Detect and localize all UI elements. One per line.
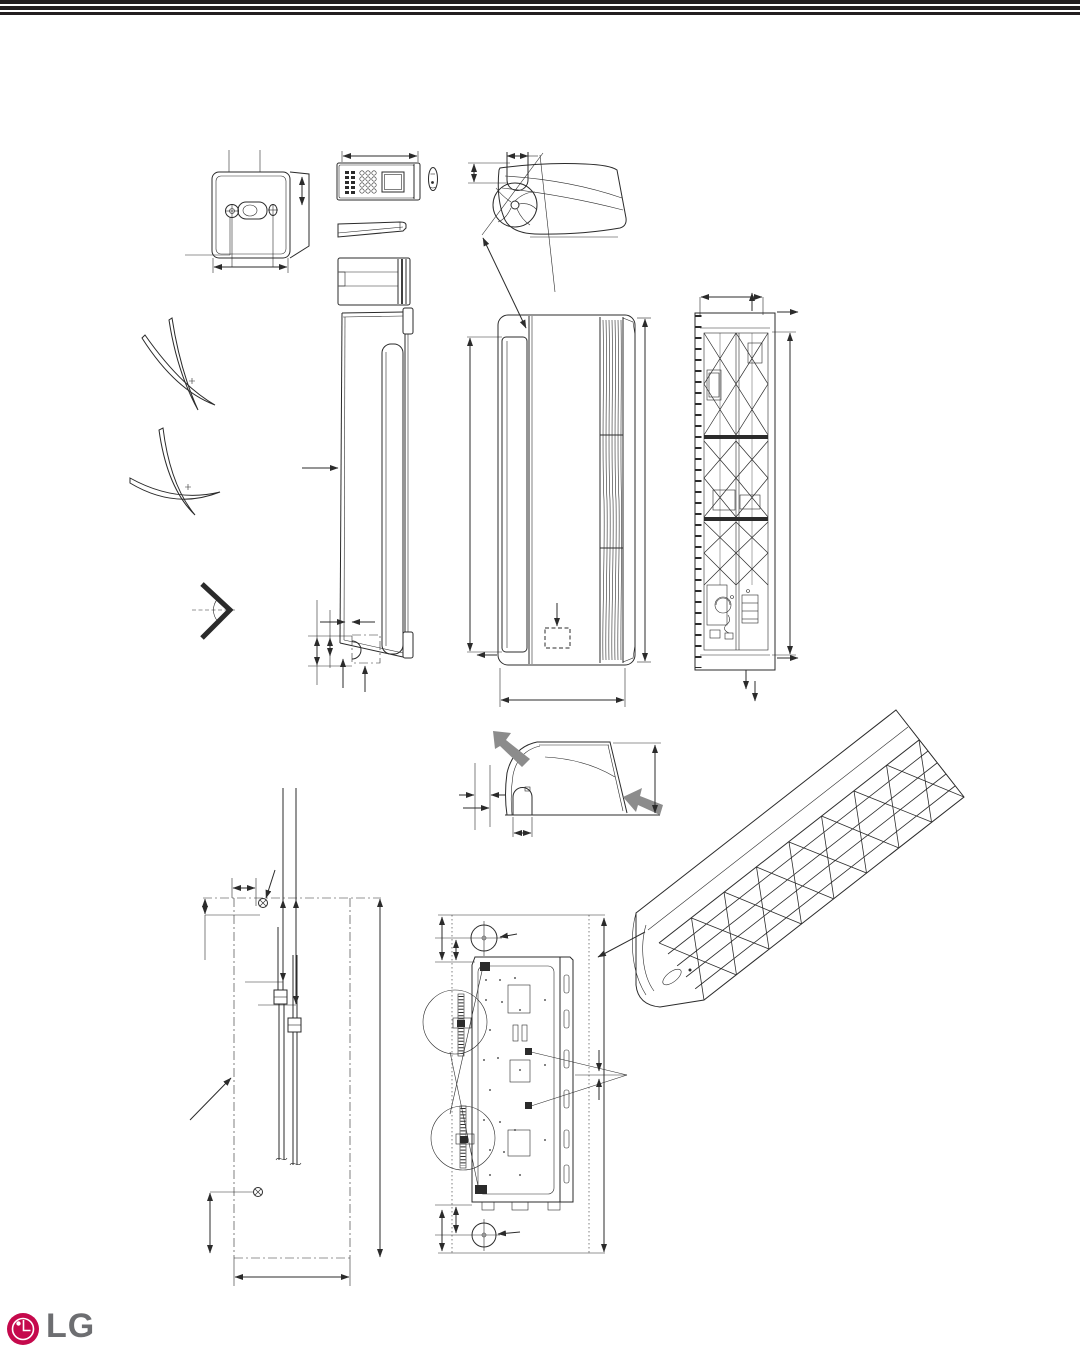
figure-mounting-plate-top-view	[185, 140, 320, 280]
iso-lattice	[659, 740, 964, 1000]
remote-display	[382, 172, 404, 192]
flare-screw-bottom	[254, 1188, 263, 1197]
figure-indoor-unit-side-view	[300, 300, 420, 710]
flare-screw-top	[259, 899, 268, 908]
plate-holes	[483, 977, 546, 1176]
keyhole-slot-lower	[525, 1102, 532, 1109]
figure-indoor-unit-front-view	[455, 300, 660, 720]
figure-louver-angle-symbol	[190, 578, 245, 648]
remote-buttons	[345, 171, 376, 194]
figure-remote-control	[330, 148, 445, 215]
figure-airflow-vanes	[125, 310, 240, 530]
front-grille-texture	[600, 320, 623, 660]
detail-circle-upper	[423, 990, 487, 1056]
rear-machinery	[707, 585, 758, 639]
lg-symbol-icon	[6, 1312, 40, 1346]
figure-indoor-unit-rear-view	[680, 285, 820, 710]
header-rule-2	[0, 6, 1080, 10]
plate-clamp-top	[480, 962, 490, 971]
lg-logo-text: LG	[46, 1307, 96, 1345]
display-receiver-box	[545, 628, 570, 648]
figure-battery-cap-part	[429, 168, 438, 191]
figure-accessory-box	[338, 258, 410, 305]
figure-indoor-unit-isometric-view	[620, 675, 980, 1030]
refrigerant-pipes	[274, 927, 301, 1165]
keyhole-slot-upper	[525, 1048, 532, 1055]
header-rule-1	[0, 0, 1080, 4]
figure-piping-connection-diagram	[180, 775, 400, 1300]
plate-clamp-bottom	[475, 1185, 487, 1194]
figure-installation-plate-front-view	[420, 890, 660, 1290]
header-rule-3	[0, 12, 1080, 15]
